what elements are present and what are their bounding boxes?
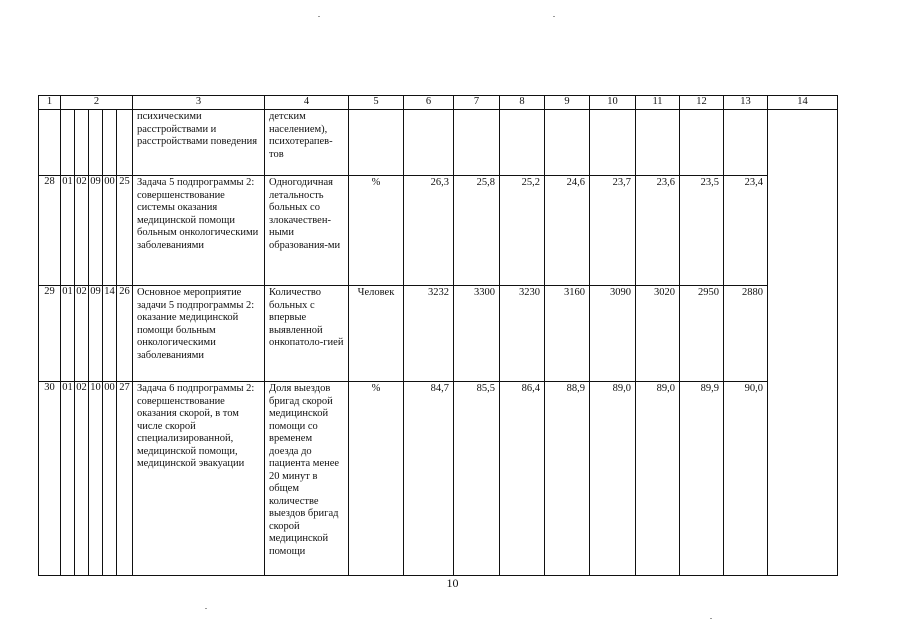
code-cell: 09	[89, 176, 103, 286]
row-number: 30	[39, 382, 61, 576]
row-number: 28	[39, 176, 61, 286]
code-cell: 01	[61, 382, 75, 576]
table-row	[39, 176, 838, 286]
scan-speck	[318, 16, 320, 17]
code-cell: 02	[75, 176, 89, 286]
cell-empty	[39, 110, 61, 176]
header-col-1: 1	[39, 96, 61, 110]
task-cell: Основное мероприятие задачи 5 подпрограммы 2: оказание медицинской помощи больным онкологическими заболеваниями	[133, 286, 265, 382]
value-cell: 24,6	[545, 176, 590, 286]
value-cell: 89,9	[680, 382, 724, 576]
value-cell: 3300	[454, 286, 500, 382]
code-cell: 27	[117, 382, 133, 576]
header-col-14: 14	[768, 96, 838, 110]
code-cell: 01	[61, 176, 75, 286]
cell-empty	[89, 110, 103, 176]
cell-empty	[724, 110, 768, 176]
value-cell: 23,7	[590, 176, 636, 286]
header-col-2: 2	[61, 96, 133, 110]
code-cell: 14	[103, 286, 117, 382]
table-row	[39, 286, 838, 382]
cell-empty	[680, 110, 724, 176]
header-col-8: 8	[500, 96, 545, 110]
cell-empty	[545, 110, 590, 176]
value-cell: 23,6	[636, 176, 680, 286]
value-cell: 26,3	[404, 176, 454, 286]
indicator-cell: Доля выездов бригад скорой медицинской помощи со временем доезда до пациента менее 20 минут в общем количестве выездов бригад скорой медицинской помощи	[265, 382, 349, 576]
cell-empty	[636, 110, 680, 176]
continuation-indicator-cell: детским населением), психотерапев-тов	[265, 110, 349, 176]
code-cell: 02	[75, 382, 89, 576]
value-cell: 3160	[545, 286, 590, 382]
code-cell: 00	[103, 176, 117, 286]
value-cell: 85,5	[454, 382, 500, 576]
indicator-cell: Одногодичная летальность больных со злокачествен-ными образования-ми	[265, 176, 349, 286]
header-col-13: 13	[724, 96, 768, 110]
cell-empty	[454, 110, 500, 176]
code-cell: 02	[75, 286, 89, 382]
unit-cell: Человек	[349, 286, 404, 382]
code-cell: 09	[89, 286, 103, 382]
cell-empty	[117, 110, 133, 176]
header-row	[39, 96, 838, 110]
header-col-3: 3	[133, 96, 265, 110]
value-cell: 90,0	[724, 382, 768, 576]
scan-speck	[710, 618, 712, 619]
cell-empty	[404, 110, 454, 176]
value-cell: 23,4	[724, 176, 768, 286]
cell-empty	[103, 110, 117, 176]
value-cell: 3020	[636, 286, 680, 382]
code-cell: 25	[117, 176, 133, 286]
cell-empty	[500, 110, 545, 176]
indicator-cell: Количество больных с впервые выявленной онкопатоло-гией	[265, 286, 349, 382]
code-cell: 26	[117, 286, 133, 382]
value-cell: 84,7	[404, 382, 454, 576]
unit-cell: %	[349, 176, 404, 286]
header-col-7: 7	[454, 96, 500, 110]
code-cell: 01	[61, 286, 75, 382]
header-col-10: 10	[590, 96, 636, 110]
value-cell: 89,0	[636, 382, 680, 576]
value-cell: 89,0	[590, 382, 636, 576]
header-col-5: 5	[349, 96, 404, 110]
page-number: 10	[446, 576, 459, 590]
value-cell: 3230	[500, 286, 545, 382]
scan-speck	[205, 608, 207, 609]
header-col-12: 12	[680, 96, 724, 110]
header-col-6: 6	[404, 96, 454, 110]
table-row	[39, 382, 838, 576]
cell-empty	[768, 382, 838, 576]
cell-empty	[590, 110, 636, 176]
value-cell: 2950	[680, 286, 724, 382]
scan-speck	[553, 16, 555, 17]
cell-empty	[768, 286, 838, 382]
table-row-continuation	[39, 110, 838, 176]
value-cell: 2880	[724, 286, 768, 382]
value-cell: 86,4	[500, 382, 545, 576]
header-col-4: 4	[265, 96, 349, 110]
value-cell: 3232	[404, 286, 454, 382]
header-col-11: 11	[636, 96, 680, 110]
value-cell: 3090	[590, 286, 636, 382]
value-cell: 23,5	[680, 176, 724, 286]
row-number: 29	[39, 286, 61, 382]
continuation-task-cell: психическими расстройствами и расстройствами поведения	[133, 110, 265, 176]
cell-empty	[349, 110, 404, 176]
value-cell: 25,2	[500, 176, 545, 286]
cell-empty	[768, 176, 838, 286]
indicators-table	[38, 95, 838, 576]
cell-empty	[75, 110, 89, 176]
cell-empty	[61, 110, 75, 176]
code-cell: 10	[89, 382, 103, 576]
header-col-9: 9	[545, 96, 590, 110]
task-cell: Задача 6 подпрограммы 2: совершенствование оказания скорой, в том числе скорой специализированной, медицинской помощи, медицинской эвакуации	[133, 382, 265, 576]
cell-empty	[768, 110, 838, 176]
code-cell: 00	[103, 382, 117, 576]
value-cell: 88,9	[545, 382, 590, 576]
value-cell: 25,8	[454, 176, 500, 286]
unit-cell: %	[349, 382, 404, 576]
task-cell: Задача 5 подпрограммы 2: совершенствование системы оказания медицинской помощи больным онкологическими заболеваниями	[133, 176, 265, 286]
